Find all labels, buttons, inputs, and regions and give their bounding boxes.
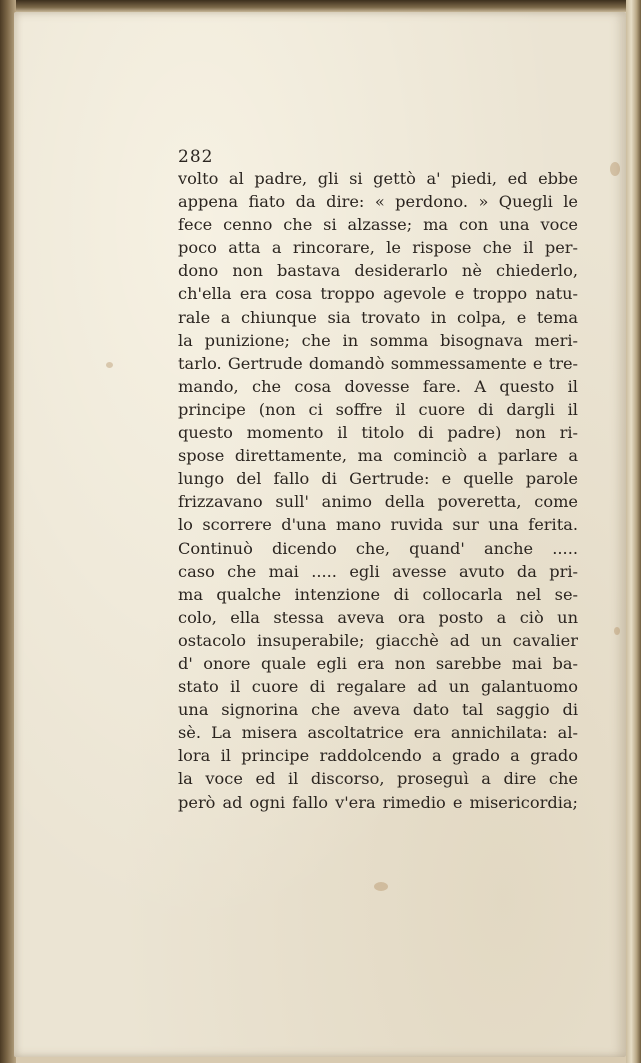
text-line: Continuò dicendo che, quand' anche ..... [178,538,578,558]
text-line: mando, che cosa dovesse fare. A questo il [178,376,578,396]
text-line: d' onore quale egli era non sarebbe mai ba- [178,653,578,673]
text-line: principe (non ci soffre il cuore di dargli il [178,399,578,419]
text-line: dono non bastava desiderarlo nè chiederlo, [178,261,578,281]
text-line: questo momento il titolo di padre) non ri- [178,423,578,443]
text-line: volto al padre, gli si gettò a' piedi, ed ebbe [178,169,578,188]
text-line: la voce ed il discorso, proseguì a dire che [178,769,578,789]
text-line: caso che mai ..... egli avesse avuto da pri- [178,561,578,581]
foxing-spot [374,882,388,891]
text-line: ma qualche intenzione di collocarla nel se- [178,584,578,604]
foxing-spot [106,362,113,368]
book-top-edge [0,0,641,12]
page-text-block [178,147,578,814]
foxing-spot [610,162,620,176]
text-line: spose direttamente, ma cominciò a parlare a [178,446,578,466]
text-line: la punizione; che in somma bisognava meri- [178,330,578,350]
text-line: tarlo. Gertrude domandò sommessamente e tre- [178,353,578,373]
text-line: appena fiato da dire: « perdono. » Quegli le [178,192,578,212]
text-line: lo scorrere d'una mano ruvida sur una ferita. [178,515,578,535]
book-fore-edge [626,0,641,1063]
page-number: 282 [178,147,214,167]
text-line: sè. La misera ascoltatrice era annichilata: al- [178,723,578,743]
foxing-spot [614,627,620,635]
text-line: stato il cuore di regalare ad un galantuomo [178,677,578,697]
text-line: una signorina che aveva dato tal saggio di [178,700,578,720]
text-line: fece cenno che si alzasse; ma con una voce [178,215,578,235]
text-line: colo, ella stessa aveva ora posto a ciò un [178,607,578,627]
text-line: frizzavano sull' animo della poveretta, come [178,492,578,512]
text-line: però ad ogni fallo v'era rimedio e misericordia; [178,792,578,812]
text-line: lungo del fallo di Gertrude: e quelle parole [178,469,578,489]
text-line: rale a chiunque sia trovato in colpa, e tema [178,307,578,327]
text-line: lora il principe raddolcendo a grado a grado [178,746,578,766]
text-line: poco atta a rincorare, le rispose che il per- [178,238,578,258]
text-line: ostacolo insuperabile; giacchè ad un cavalier [178,630,578,650]
text-line: ch'ella era cosa troppo agevole e troppo natu- [178,284,578,304]
